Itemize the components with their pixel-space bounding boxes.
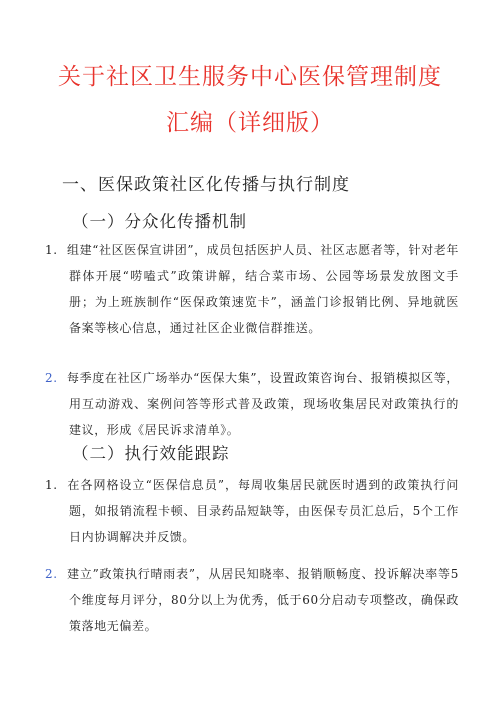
paragraph-text: 组建“社区医保宣讲团”，成员包括医护人员、社区志愿者等，针对老年群体开展“唠嗑式”政策讲解，结合菜市场、公园等场景发放图文手册；为上班族制作“医保政策速览卡”，涵盖门诊报销比例、异地就医备案等核心信息，通过社区企业微信群推送。	[67, 243, 459, 335]
paragraph-text: 建立”政策执行晴雨表”，从居民知晓率、报销顺畅度、投诉解决率等5个维度每月评分，80分以上为优秀，低于60分启动专项整改，确保政策落地无偏差。	[67, 567, 459, 633]
paragraph-text: 在各网格设立“医保信息员”，每周收集居民就医时遇到的政策执行问题，如报销流程卡顿、目录药品短缺等，由医保专员汇总后，5个工作日内协调解决并反馈。	[67, 478, 459, 544]
paragraph-4	[45, 561, 459, 639]
item-number: 2.	[45, 567, 58, 581]
subsection-heading-1: （一）分众化传播机制	[72, 212, 247, 231]
document-title-line-1: 关于社区卫生服务中心医保管理制度	[58, 64, 442, 90]
item-number: 1.	[45, 478, 58, 492]
item-number: 1.	[45, 243, 58, 257]
paragraph-1	[45, 237, 459, 341]
paragraph-text: 每季度在社区广场举办“医保大集”，设置政策咨询台、报销模拟区等，用互动游戏、案例问答等形式普及政策，现场收集居民对政策执行的建议，形成《居民诉求清单》。	[67, 371, 459, 437]
item-number: 2.	[45, 371, 58, 385]
paragraph-3	[45, 472, 459, 550]
section-heading: 一、医保政策社区化传播与执行制度	[62, 175, 350, 195]
document-title-line-2: 汇编（详细版）	[166, 110, 334, 136]
paragraph-2	[45, 365, 459, 443]
subsection-heading-2: （二）执行效能跟踪	[72, 444, 230, 463]
